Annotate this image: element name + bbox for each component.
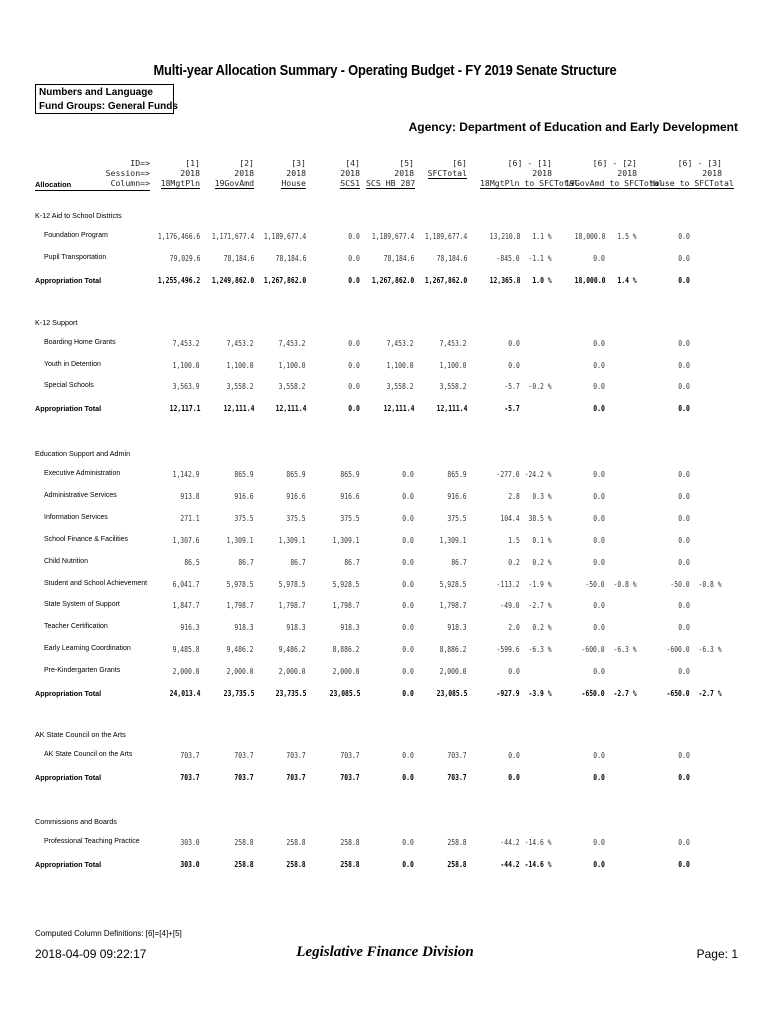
section-title: K-12 Support: [35, 318, 78, 327]
allocation-row-value: -0.2 %: [528, 381, 552, 391]
allocation-row-value: 1,309.1: [333, 534, 360, 545]
appropriation-total-value: -927.9: [496, 688, 520, 698]
allocation-row-value: 0.0: [508, 666, 520, 677]
allocation-row-value: 9,486.2: [279, 644, 306, 655]
appropriation-total-value: 258.8: [286, 858, 306, 869]
appropriation-total-value: 258.8: [340, 858, 360, 869]
appropriation-total-value: 12,111.4: [223, 402, 254, 413]
allocation-row-value: 1,100.0: [227, 359, 254, 370]
allocation-row-value: 1,189,677.4: [263, 231, 306, 241]
allocation-row-label: Youth in Detention: [44, 360, 101, 368]
allocation-row-label: Executive Administration: [44, 470, 121, 477]
allocation-row-value: 258.8: [447, 837, 467, 847]
appropriation-total-value: 703.7: [447, 771, 467, 782]
appropriation-total-label: Appropriation Total: [35, 275, 102, 285]
allocation-row-value: 0.0: [678, 231, 690, 241]
allocation-row-value: 0.0: [678, 381, 690, 391]
column-header: [316, 158, 360, 189]
allocation-row-value: 9,485.8: [173, 644, 200, 655]
allocation-row-value: -50.0: [670, 578, 690, 589]
allocation-row-value: 1,798.7: [440, 600, 467, 611]
appropriation-total-value: 24,013.4: [169, 688, 200, 698]
allocation-row-value: 0.0: [593, 338, 605, 348]
allocation-row-label: Foundation Program: [44, 232, 108, 239]
column-header-session: 2018: [532, 168, 552, 178]
allocation-row-value: 1.5 %: [617, 231, 637, 241]
allocation-row-value: 0.0: [593, 556, 605, 567]
allocation-row-value: -44.2: [500, 837, 520, 847]
allocation-row-value: 703.7: [286, 750, 306, 760]
appropriation-total-value: -14.6 %: [525, 858, 552, 869]
column-header: [262, 158, 306, 189]
column-header-id: [1]: [185, 158, 200, 168]
column-header-session: 2018: [286, 168, 306, 178]
appropriation-total-value: 12,365.8: [489, 274, 520, 285]
allocation-row-value: 0.1 %: [532, 534, 552, 545]
column-header-column: SCS HB 287: [366, 178, 416, 188]
allocation-row-value: 2.8: [508, 490, 520, 501]
allocation-row-value: -113.2: [496, 578, 520, 589]
allocation-row-value: 0.0: [593, 837, 605, 847]
allocation-row-value: 258.8: [286, 837, 306, 847]
allocation-row-value: 38.5 %: [528, 512, 552, 523]
allocation-row-value: 1,100.0: [440, 359, 467, 370]
allocation-row-value: 0.0: [678, 556, 690, 567]
allocation-row-value: 2.0: [508, 622, 520, 633]
fund-box-line2: Fund Groups: General Funds: [39, 101, 178, 112]
allocation-row-label: State System of Support: [44, 601, 120, 609]
appropriation-total-value: 23,735.5: [275, 688, 306, 698]
allocation-row-value: 0.0: [678, 338, 690, 348]
allocation-row-value: 916.6: [286, 490, 306, 501]
allocation-row-value: -277.0: [496, 469, 520, 479]
allocation-row-value: 0.2 %: [532, 556, 552, 567]
allocation-row-value: 1,142.9: [173, 469, 200, 479]
allocation-row-value: -14.6 %: [525, 837, 552, 847]
allocation-row-value: 0.0: [402, 556, 414, 567]
allocation-row-value: 86.7: [290, 556, 306, 567]
column-header-id: [2]: [239, 158, 254, 168]
allocation-row-value: 703.7: [234, 750, 254, 760]
allocation-row-value: 13,210.8: [489, 231, 520, 241]
allocation-row-value: 0.2 %: [532, 622, 552, 633]
header-column-label: Column=>: [110, 178, 150, 188]
appropriation-total-value: 0.0: [593, 858, 605, 869]
appropriation-total-value: 23,735.5: [223, 688, 254, 698]
allocation-row-value: 0.0: [593, 252, 605, 263]
allocation-row-value: 3,558.2: [227, 381, 254, 391]
allocation-row-value: -600.0: [581, 644, 605, 655]
allocation-row-value: 2,000.0: [227, 666, 254, 677]
allocation-row-value: 2,000.0: [173, 666, 200, 677]
appropriation-total-label: Appropriation Total: [35, 859, 102, 869]
allocation-row-value: 918.3: [447, 622, 467, 633]
allocation-row-value: 258.8: [234, 837, 254, 847]
fund-group-box: [35, 84, 178, 114]
allocation-row-value: -845.0: [496, 252, 520, 263]
allocation-row-value: 1,798.7: [279, 600, 306, 611]
allocation-row-value: -2.7 %: [528, 600, 552, 611]
allocation-row-value: 1,100.0: [279, 359, 306, 370]
allocation-row-value: 104.4: [500, 512, 520, 523]
allocation-row-value: 78,184.6: [436, 252, 467, 263]
allocation-row-value: -50.0: [585, 578, 605, 589]
appropriation-total-value: 703.7: [286, 771, 306, 782]
column-header-column: House to SFCTotal: [650, 178, 734, 188]
allocation-row-value: 86.7: [238, 556, 254, 567]
appropriation-total-value: 0.0: [678, 771, 690, 782]
allocation-row-value: 0.0: [593, 381, 605, 391]
allocation-row-value: 0.0: [593, 600, 605, 611]
allocation-row-value: 918.3: [340, 622, 360, 633]
allocation-row-value: 1,100.0: [387, 359, 414, 370]
appropriation-total-value: 703.7: [340, 771, 360, 782]
allocation-row-value: 0.0: [402, 469, 414, 479]
allocation-row-value: 0.0: [508, 750, 520, 760]
computed-column-note: Computed Column Definitions: [6]=[4]+[5]: [35, 929, 182, 938]
column-header-id: [5]: [399, 158, 414, 168]
allocation-row-value: -24.2 %: [525, 469, 552, 479]
column-header-id: [4]: [345, 158, 360, 168]
column-header-column: SCS1: [340, 178, 360, 188]
header-session-label: Session=>: [105, 168, 150, 178]
appropriation-total-value: 0.0: [678, 402, 690, 413]
allocation-row-value: 0.0: [402, 600, 414, 611]
allocation-row-value: 7,453.2: [440, 338, 467, 348]
appropriation-total-value: 12,111.4: [383, 402, 414, 413]
section-title: K-12 Aid to School Districts: [35, 211, 122, 220]
appropriation-total-value: 1,255,496.2: [157, 274, 200, 285]
allocation-row-value: 1,100.0: [173, 359, 200, 370]
column-header-session: 2018: [617, 168, 637, 178]
agency-label: Agency: Department of Education and Early Development: [408, 120, 738, 134]
appropriation-total-value: -2.7 %: [613, 688, 637, 698]
column-header: [210, 158, 254, 189]
allocation-row-value: 0.0: [593, 469, 605, 479]
allocation-row-value: 0.3 %: [532, 490, 552, 501]
allocation-row-value: 0.0: [678, 600, 690, 611]
allocation-row-label: Boarding Home Grants: [44, 339, 116, 346]
allocation-row-value: 0.2: [508, 556, 520, 567]
allocation-row-value: 1,189,677.4: [371, 231, 414, 241]
allocation-row-value: 703.7: [180, 750, 200, 760]
footer-division: Legislative Finance Division: [296, 944, 474, 960]
allocation-row-value: 0.0: [593, 359, 605, 370]
allocation-row-value: 8,886.2: [333, 644, 360, 655]
allocation-row-value: 7,453.2: [279, 338, 306, 348]
allocation-row-value: 0.0: [402, 666, 414, 677]
appropriation-total-value: 0.0: [593, 771, 605, 782]
fund-box-line1: Numbers and Language: [39, 87, 153, 98]
column-header: [156, 158, 200, 189]
allocation-row-value: 258.8: [340, 837, 360, 847]
column-header-id: [6] - [1]: [507, 158, 552, 168]
appropriation-total-value: 1,249,862.0: [211, 274, 254, 285]
allocation-row-value: 5,928.5: [440, 578, 467, 589]
allocation-row-value: 0.0: [348, 338, 360, 348]
header-labels: [60, 158, 150, 188]
allocation-row-value: 86.7: [344, 556, 360, 567]
allocation-row-label: Early Learning Coordination: [44, 645, 131, 653]
appropriation-total-value: 0.0: [678, 858, 690, 869]
allocation-row-value: 3,558.2: [387, 381, 414, 391]
appropriation-total-value: 12,117.1: [169, 402, 200, 413]
allocation-row-value: 0.0: [678, 534, 690, 545]
allocation-row-value: 865.9: [340, 469, 360, 479]
allocation-row-value: 0.0: [678, 837, 690, 847]
section-title: Commissions and Boards: [35, 817, 117, 826]
column-header-session: 2018: [702, 168, 722, 178]
section-title: Education Support and Admin: [35, 449, 131, 458]
allocation-row-value: 7,453.2: [387, 338, 414, 348]
column-header: [423, 158, 467, 179]
allocation-row-value: 375.5: [286, 512, 306, 523]
allocation-row-value: 0.0: [678, 666, 690, 677]
column-header-session: 2018: [234, 168, 254, 178]
allocation-row-label: Information Services: [44, 513, 108, 521]
allocation-row-value: 1.1 %: [532, 231, 552, 241]
appropriation-total-value: 0.0: [593, 402, 605, 413]
allocation-row-value: -49.0: [500, 600, 520, 611]
allocation-row-value: 916.3: [180, 622, 200, 633]
allocation-header-underline: [35, 190, 150, 191]
column-header-column: 18MgtPln to SFCTotal: [480, 178, 579, 188]
column-header-session: 2018: [340, 168, 360, 178]
appropriation-total-value: 703.7: [180, 771, 200, 782]
appropriation-total-value: -44.2: [500, 858, 520, 869]
allocation-row-value: 865.9: [286, 469, 306, 479]
allocation-row-value: 0.0: [508, 338, 520, 348]
allocation-row-value: 1,189,677.4: [424, 231, 467, 241]
allocation-row-value: 0.0: [348, 252, 360, 263]
appropriation-total-label: Appropriation Total: [35, 403, 102, 413]
allocation-row-value: 2,000.0: [279, 666, 306, 677]
allocation-row-value: 0.0: [348, 359, 360, 370]
allocation-row-value: 0.0: [508, 359, 520, 370]
column-header: [650, 158, 734, 189]
appropriation-total-value: 258.8: [234, 858, 254, 869]
allocation-row-value: 0.0: [593, 534, 605, 545]
allocation-row-value: -6.3 %: [613, 644, 637, 655]
allocation-row-value: 5,978.5: [227, 578, 254, 589]
allocation-row-value: 9,486.2: [227, 644, 254, 655]
allocation-row-label: Special Schools: [44, 382, 94, 389]
allocation-row-label: AK State Council on the Arts: [44, 751, 133, 758]
allocation-row-value: 5,928.5: [333, 578, 360, 589]
appropriation-total-value: 0.0: [402, 858, 414, 869]
appropriation-total-value: 0.0: [402, 688, 414, 698]
appropriation-total-value: 1.4 %: [617, 274, 637, 285]
allocation-row-value: 303.0: [180, 837, 200, 847]
column-header-id: [6]: [452, 158, 467, 168]
appropriation-total-value: 0.0: [348, 274, 360, 285]
allocation-row-value: 0.0: [348, 381, 360, 391]
column-header: [366, 158, 414, 189]
allocation-row-value: 0.0: [593, 512, 605, 523]
allocation-row-value: 0.0: [678, 750, 690, 760]
allocation-row-value: -0.8 %: [698, 578, 722, 589]
allocation-row-value: 1,309.1: [279, 534, 306, 545]
allocation-row-value: 3,558.2: [440, 381, 467, 391]
allocation-row-value: 1,171,677.4: [211, 231, 254, 241]
column-header-column: 19GovAmd to SFCTotal: [565, 178, 664, 188]
appropriation-total-value: 0.0: [508, 771, 520, 782]
allocation-row-value: -1.9 %: [528, 578, 552, 589]
allocation-row-value: 0.0: [348, 231, 360, 241]
page-title: Multi-year Allocation Summary - Operating Budget - FY 2019 Senate Structure: [153, 62, 617, 79]
column-header-column: 19GovAmd: [214, 178, 254, 188]
allocation-row-value: -5.7: [504, 381, 520, 391]
allocation-row-value: 918.3: [286, 622, 306, 633]
appropriation-total-value: -2.7 %: [698, 688, 722, 698]
allocation-row-value: 1,847.7: [173, 600, 200, 611]
section-title: AK State Council on the Arts: [35, 730, 126, 739]
allocation-row-value: 78,184.6: [383, 252, 414, 263]
allocation-row-value: 78,184.6: [275, 252, 306, 263]
allocation-row-value: 375.5: [340, 512, 360, 523]
column-header-id: [6] - [2]: [592, 158, 637, 168]
allocation-row-value: 0.0: [402, 534, 414, 545]
allocation-row-value: 5,978.5: [279, 578, 306, 589]
allocation-row-value: 1,176,466.6: [157, 231, 200, 241]
allocation-row-value: 0.0: [402, 490, 414, 501]
allocation-row-value: 1.5: [508, 534, 520, 545]
appropriation-total-label: Appropriation Total: [35, 689, 102, 698]
allocation-row-label: School Finance & Facilities: [44, 535, 129, 543]
allocation-row-value: 375.5: [447, 512, 467, 523]
appropriation-total-value: 258.8: [447, 858, 467, 869]
allocation-header: Allocation: [35, 180, 72, 189]
allocation-row-value: 1,798.7: [227, 600, 254, 611]
appropriation-total-value: 23,085.5: [329, 688, 360, 698]
appropriation-total-value: -3.9 %: [528, 688, 552, 698]
allocation-row-value: 0.0: [593, 750, 605, 760]
allocation-row-value: 79,029.6: [169, 252, 200, 263]
allocation-row-value: 375.5: [234, 512, 254, 523]
appropriation-total-value: -650.0: [581, 688, 605, 698]
allocation-row-label: Student and School Achievement: [44, 579, 148, 587]
column-header: [480, 158, 579, 189]
allocation-row-value: 1,798.7: [333, 600, 360, 611]
allocation-row-value: 0.0: [678, 469, 690, 479]
allocation-row-value: 0.0: [402, 837, 414, 847]
appropriation-total-value: -5.7: [504, 402, 520, 413]
allocation-row-value: 0.0: [678, 512, 690, 523]
allocation-row-value: 0.0: [593, 490, 605, 501]
appropriation-total-value: -650.0: [666, 688, 690, 698]
allocation-row-value: 0.0: [678, 490, 690, 501]
allocation-row-value: 1,309.1: [227, 534, 254, 545]
column-header-session: 2018: [394, 168, 414, 178]
appropriation-total-value: 0.0: [402, 771, 414, 782]
appropriation-total-value: 1,267,862.0: [371, 274, 414, 285]
allocation-row-value: 0.0: [678, 359, 690, 370]
header-id-label: ID=>: [130, 158, 150, 168]
appropriation-total-value: 12,111.4: [436, 402, 467, 413]
allocation-row-value: 0.0: [678, 252, 690, 263]
allocation-row-value: 0.0: [593, 666, 605, 677]
allocation-row-value: -599.6: [496, 644, 520, 655]
allocation-row-value: 6,041.7: [173, 578, 200, 589]
allocation-row-value: -1.1 %: [528, 252, 552, 263]
allocation-row-value: 86.7: [451, 556, 467, 567]
allocation-row-value: 86.5: [184, 556, 200, 567]
allocation-row-value: 0.0: [402, 644, 414, 655]
allocation-row-value: -6.3 %: [528, 644, 552, 655]
appropriation-total-value: 12,111.4: [275, 402, 306, 413]
allocation-row-value: 916.6: [340, 490, 360, 501]
column-header-id: [3]: [291, 158, 306, 168]
column-header-id: [6] - [3]: [677, 158, 722, 168]
allocation-row-value: 0.0: [593, 622, 605, 633]
allocation-row-value: -0.8 %: [613, 578, 637, 589]
column-header-column: 18MgtPln: [160, 178, 200, 188]
allocation-row-value: 918.3: [234, 622, 254, 633]
allocation-row-value: 0.0: [402, 622, 414, 633]
allocation-row-label: Pre-Kindergarten Grants: [44, 667, 121, 675]
allocation-row-value: 913.8: [180, 490, 200, 501]
allocation-row-value: 865.9: [447, 469, 467, 479]
allocation-row-label: Pupil Transportation: [44, 253, 107, 261]
allocation-row-value: 7,453.2: [173, 338, 200, 348]
appropriation-total-value: 1,267,862.0: [424, 274, 467, 285]
allocation-row-label: Teacher Certification: [44, 623, 108, 631]
column-header-session: 2018: [180, 168, 200, 178]
allocation-row-value: 0.0: [402, 750, 414, 760]
allocation-row-value: 3,558.2: [279, 381, 306, 391]
allocation-row-value: -6.3 %: [698, 644, 722, 655]
appropriation-total-value: 1,267,862.0: [263, 274, 306, 285]
appropriation-total-value: 0.0: [678, 274, 690, 285]
allocation-row-label: Child Nutrition: [44, 557, 88, 565]
allocation-row-value: 916.6: [447, 490, 467, 501]
allocation-row-value: 0.0: [402, 512, 414, 523]
allocation-row-value: 1,307.6: [173, 534, 200, 545]
column-header: [565, 158, 664, 189]
allocation-row-value: 78,184.6: [223, 252, 254, 263]
allocation-row-value: 2,000.0: [440, 666, 467, 677]
allocation-row-value: -600.0: [666, 644, 690, 655]
allocation-row-value: 2,000.0: [333, 666, 360, 677]
allocation-row-value: 271.1: [180, 512, 200, 523]
allocation-row-value: 1,309.1: [440, 534, 467, 545]
appropriation-total-value: 0.0: [348, 402, 360, 413]
allocation-row-value: 7,453.2: [227, 338, 254, 348]
footer-date: 2018-04-09 09:22:17: [35, 947, 147, 961]
allocation-row-value: 0.0: [402, 578, 414, 589]
allocation-row-value: 3,563.9: [173, 381, 200, 391]
allocation-row-value: 703.7: [340, 750, 360, 760]
appropriation-total-value: 303.0: [180, 858, 200, 869]
allocation-row-value: 916.6: [234, 490, 254, 501]
appropriation-total-value: 23,085.5: [436, 688, 467, 698]
allocation-row-value: 0.0: [678, 622, 690, 633]
allocation-row-value: 8,886.2: [440, 644, 467, 655]
appropriation-total-value: 18,000.0: [574, 274, 605, 285]
footer-page-number: Page: 1: [696, 947, 738, 961]
appropriation-total-value: 703.7: [234, 771, 254, 782]
allocation-row-label: Professional Teaching Practice: [44, 838, 140, 845]
allocation-row-value: 703.7: [447, 750, 467, 760]
allocation-row-value: 18,000.0: [574, 231, 605, 241]
column-header-column: SFCTotal: [427, 168, 467, 178]
column-header-column: House: [281, 178, 306, 188]
appropriation-total-label: Appropriation Total: [35, 772, 102, 782]
allocation-row-label: Administrative Services: [44, 491, 117, 499]
allocation-row-value: 865.9: [234, 469, 254, 479]
appropriation-total-value: 1.0 %: [532, 274, 552, 285]
